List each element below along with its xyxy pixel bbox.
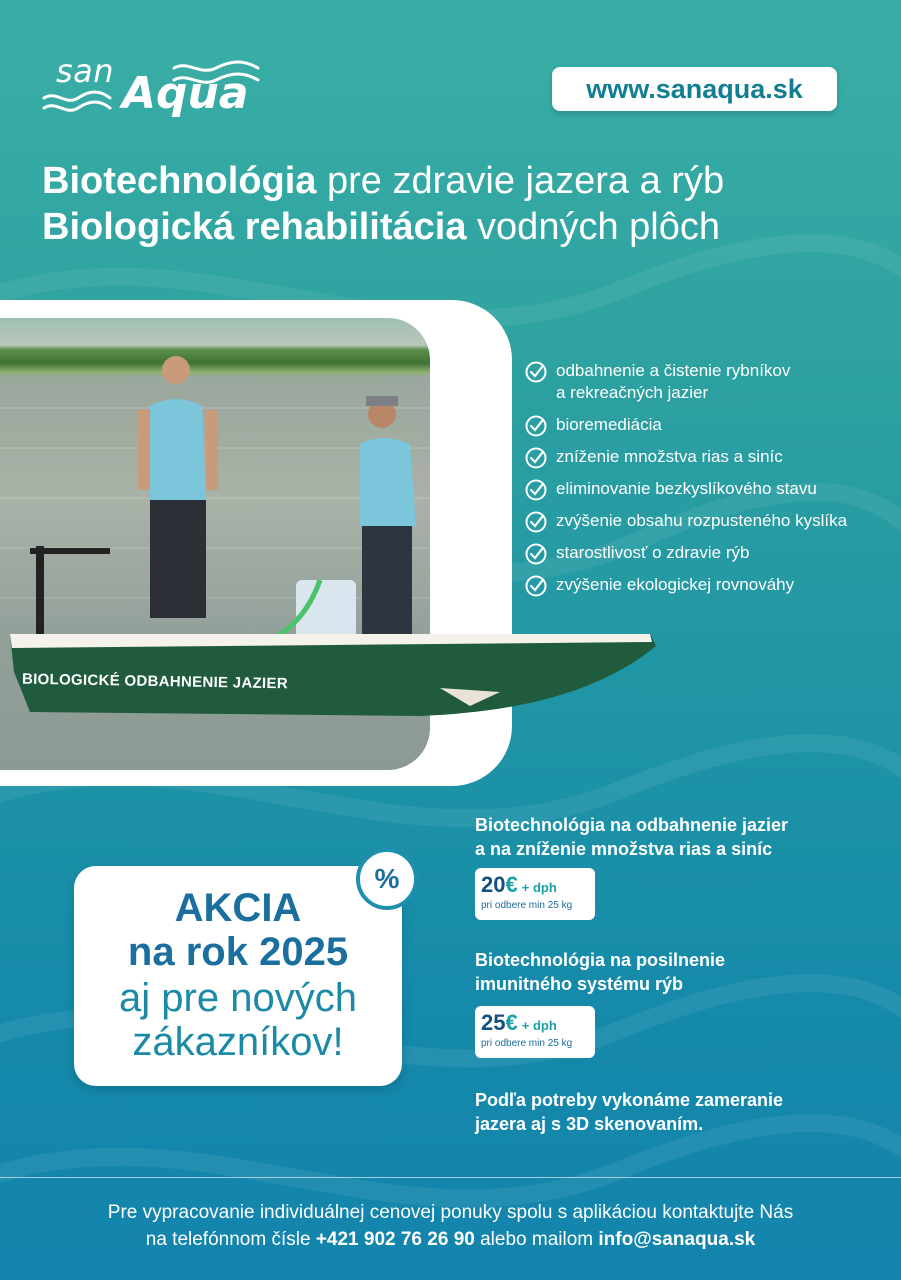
person-left-figure xyxy=(138,356,218,618)
percent-badge-icon: % xyxy=(356,848,418,910)
price-amount: 20 xyxy=(481,872,506,897)
check-circle-icon xyxy=(525,479,547,501)
benefit-item-3 xyxy=(525,446,895,468)
price-currency: € xyxy=(505,872,518,897)
benefit-item-6 xyxy=(525,542,895,564)
promo-box xyxy=(74,866,402,1086)
product-1-title xyxy=(475,813,788,861)
check-circle-icon xyxy=(525,361,547,383)
headline-bold-2: Biologická rehabilitácia xyxy=(42,206,467,248)
headline-rest-2: vodných plôch xyxy=(477,206,720,248)
product-1-price xyxy=(475,868,595,920)
promo-line-1: AKCIA xyxy=(174,886,302,930)
footer-mail-label: alebo mailom xyxy=(480,1229,594,1250)
footer-divider xyxy=(0,1177,901,1178)
note-line-2: jazera aj s 3D skenovaním. xyxy=(475,1114,704,1134)
logo-aqua-text: Aqua xyxy=(122,68,249,119)
headline-line-2 xyxy=(42,204,882,250)
benefit-item-7 xyxy=(525,574,895,596)
check-circle-icon xyxy=(525,511,547,533)
promo-line-4: zákazníkov! xyxy=(132,1020,344,1064)
headline-rest-1: pre zdravie jazera a rýb xyxy=(327,160,725,202)
benefit-text: zvýšenie obsahu rozpusteného kyslíka xyxy=(556,511,848,530)
promo-line-3: aj pre nových xyxy=(119,976,357,1020)
footer-phone-label: na telefónnom čísle xyxy=(145,1229,311,1250)
benefits-list xyxy=(525,360,895,606)
boat-text: BIOLOGICKÉ ODBAHNENIE JAZIER xyxy=(21,670,289,693)
benefit-item-2 xyxy=(525,414,895,436)
price-currency: € xyxy=(505,1010,518,1035)
benefit-text: bioremediácia xyxy=(556,415,662,434)
price-tax: + dph xyxy=(521,880,557,895)
product-1-title-line-2: a na zníženie množstva rias a siníc xyxy=(475,839,773,859)
benefit-item-1 xyxy=(525,360,895,404)
price-min-order: pri odbere min 25 kg xyxy=(481,900,573,911)
price-tax: + dph xyxy=(521,1018,557,1033)
phone-number[interactable]: +421 902 76 26 90 xyxy=(315,1229,475,1250)
check-circle-icon xyxy=(525,543,547,565)
benefit-item-5 xyxy=(525,510,895,532)
scan-note xyxy=(475,1088,875,1136)
benefit-text: zvýšenie ekologickej rovnováhy xyxy=(556,575,795,594)
headline xyxy=(42,158,882,250)
check-circle-icon xyxy=(525,447,547,469)
benefit-text: odbahnenie a čistenie rybníkov xyxy=(556,361,791,380)
benefit-text: eliminovanie bezkyslíkového stavu xyxy=(556,479,817,498)
logo-san-text: san xyxy=(56,52,115,90)
price-min-order: pri odbere min 25 kg xyxy=(481,1038,573,1049)
promo-line-2: na rok 2025 xyxy=(127,930,349,974)
benefit-item-4 xyxy=(525,478,895,500)
sanaqua-logo xyxy=(42,52,262,132)
contact-footer xyxy=(0,1199,901,1253)
benefit-text: zníženie množstva rias a siníc xyxy=(556,447,783,466)
email-link[interactable]: info@sanaqua.sk xyxy=(598,1229,756,1250)
benefit-text: starostlivosť o zdravie rýb xyxy=(556,543,750,562)
product-2-title xyxy=(475,948,725,996)
footer-line-1: Pre vypracovanie individuálnej cenovej ponuky spolu s aplikáciou kontaktujte Nás xyxy=(107,1202,794,1223)
website-link[interactable]: www.sanaqua.sk xyxy=(552,67,837,111)
headline-bold-1: Biotechnológia xyxy=(42,160,317,202)
check-circle-icon xyxy=(525,415,547,437)
product-1-title-line-1: Biotechnológia na odbahnenie jazier xyxy=(475,815,789,835)
benefit-text-cont: a rekreačných jazier xyxy=(556,383,709,402)
check-circle-icon xyxy=(525,575,547,597)
price-amount: 25 xyxy=(481,1010,506,1035)
product-2-price xyxy=(475,1006,595,1058)
footer-line-2 xyxy=(0,1226,901,1253)
note-line-1: Podľa potreby vykonáme zameranie xyxy=(475,1090,784,1110)
product-2-title-line-2: imunitného systému rýb xyxy=(475,974,684,994)
headline-line-1 xyxy=(42,158,882,204)
product-2-title-line-1: Biotechnológia na posilnenie xyxy=(475,950,726,970)
